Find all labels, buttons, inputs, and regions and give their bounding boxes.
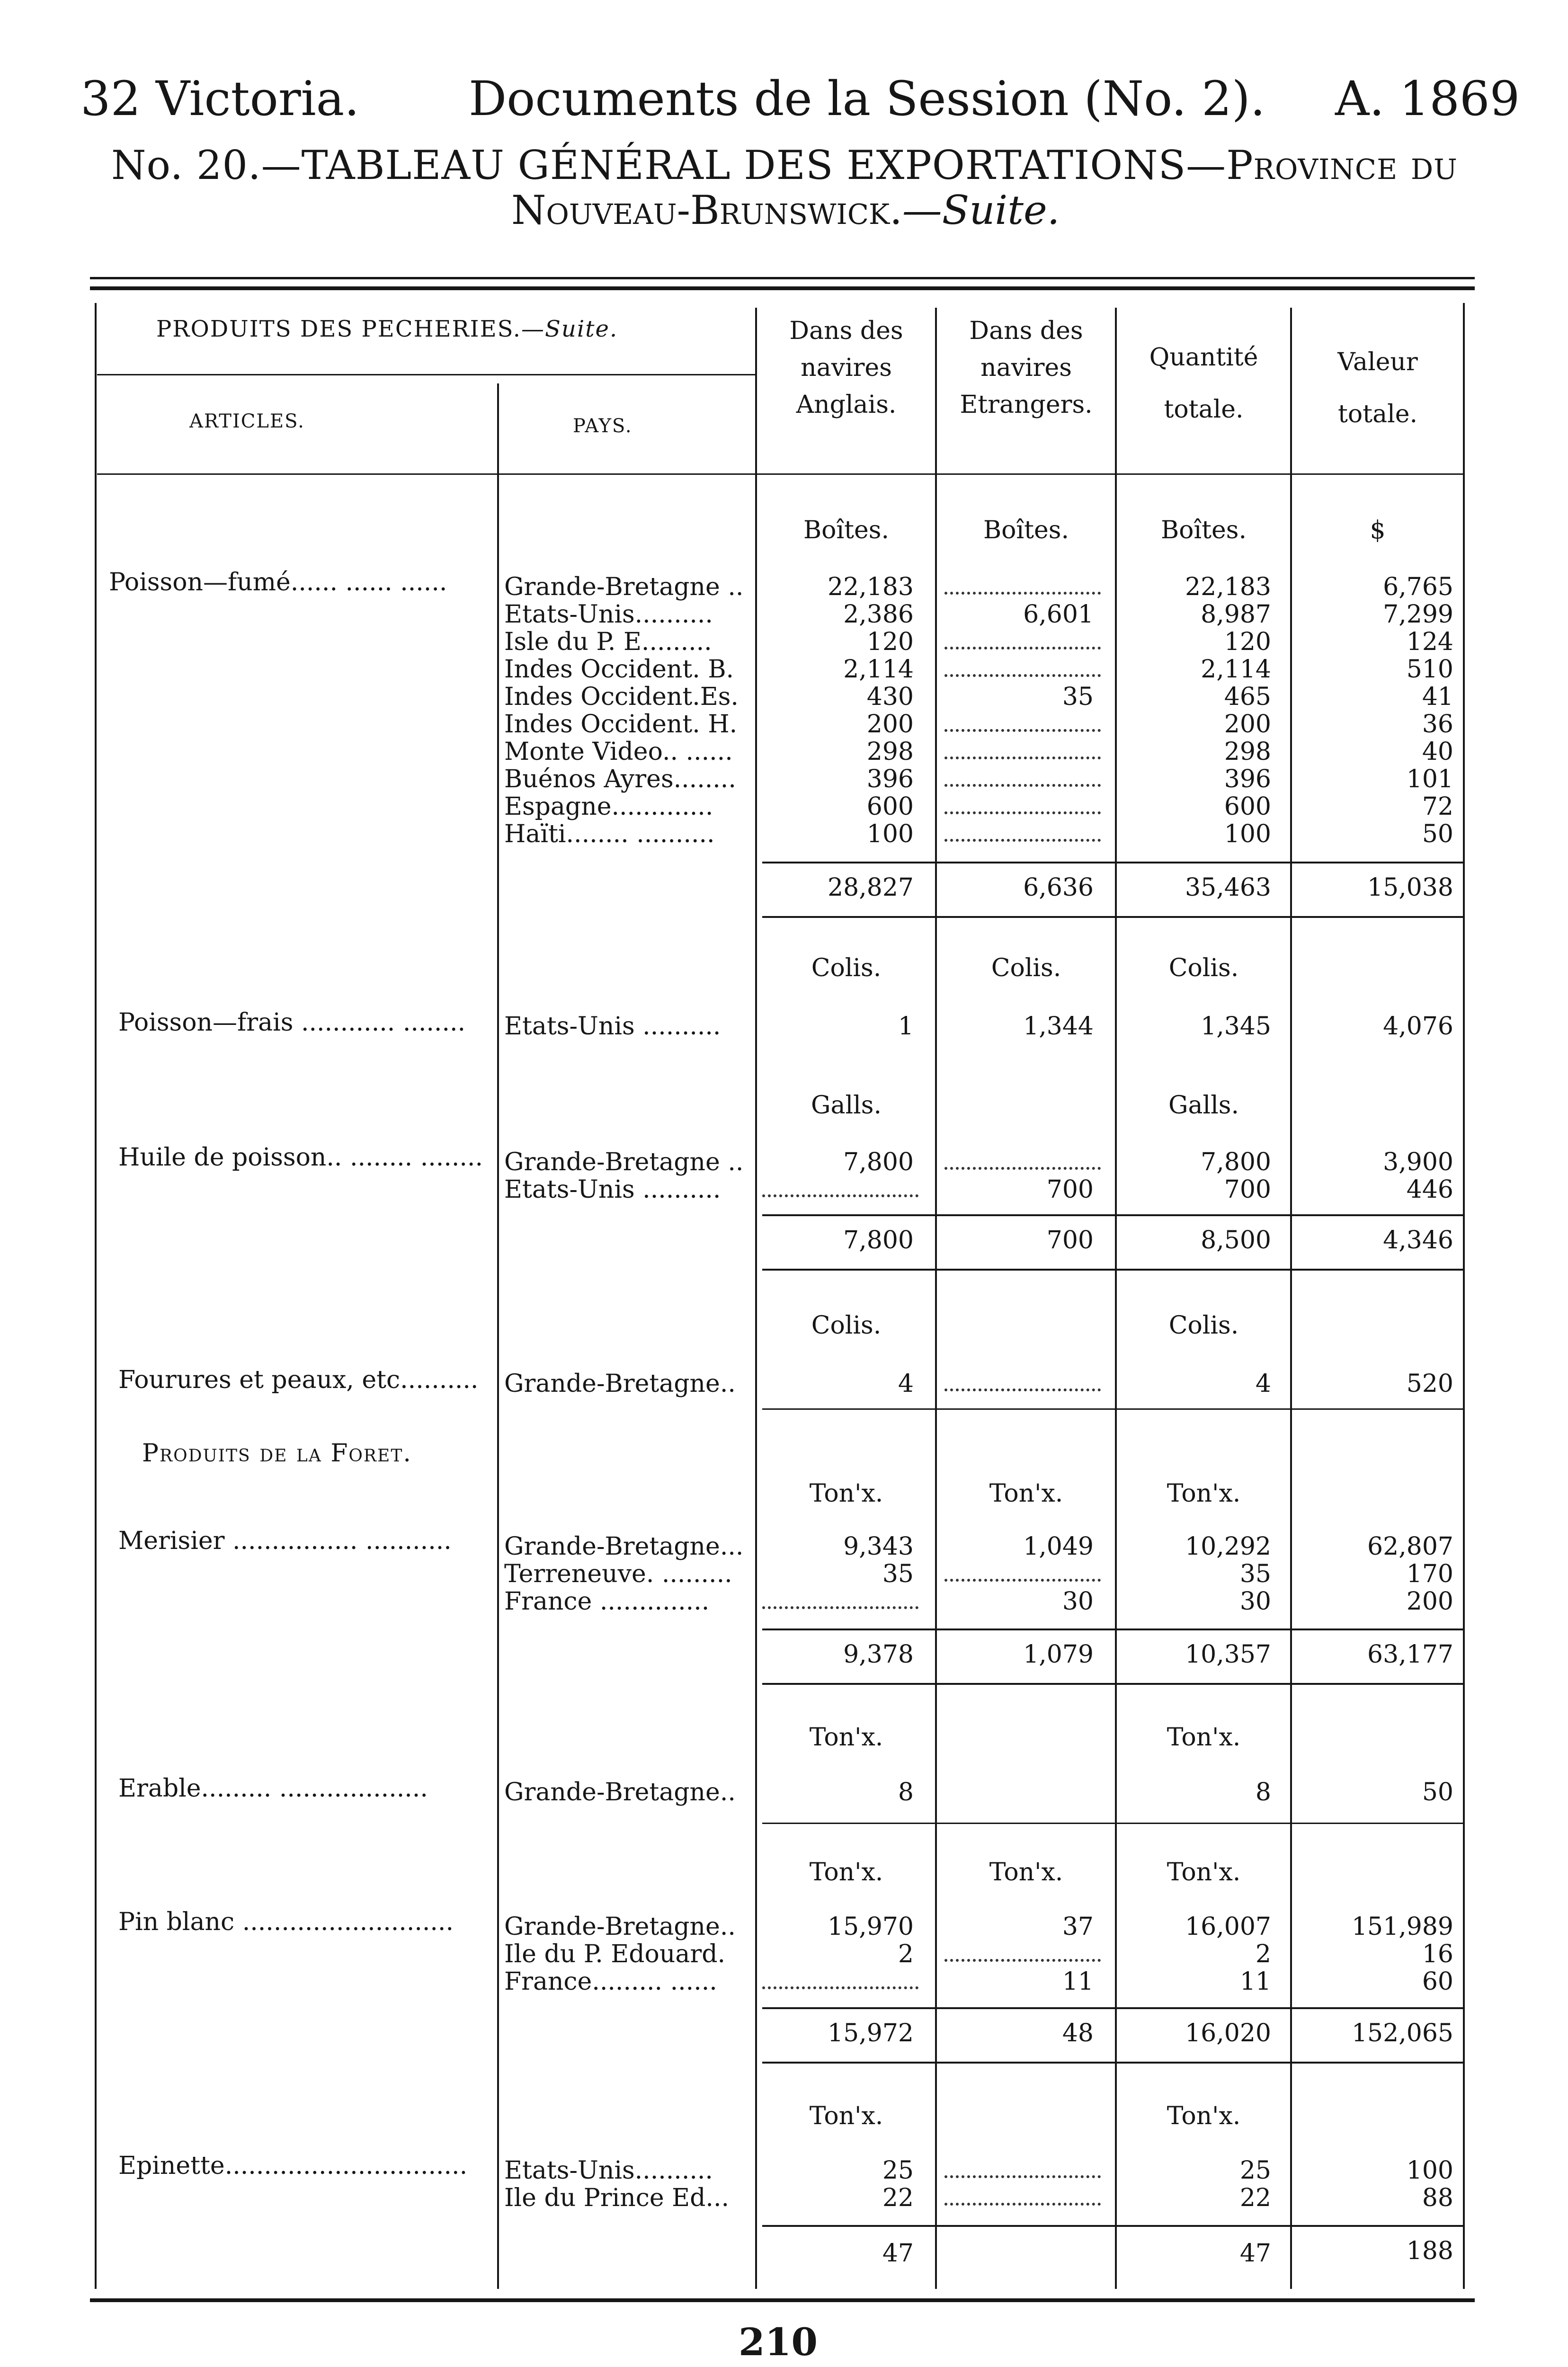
article-label: Merisier ................ ...........: [118, 1527, 452, 1555]
unit-label: Ton'x.: [809, 2102, 883, 2130]
column-divider-quantite: [1115, 308, 1117, 2289]
quantite-cell: 396: [1224, 765, 1271, 793]
unit-label: Colis.: [1168, 1311, 1239, 1340]
valeur-cell: 170: [1406, 1560, 1453, 1588]
valeur-cell: 62,807: [1367, 1532, 1453, 1561]
unit-label: Ton'x.: [809, 1858, 883, 1886]
quantite-cell: 16,007: [1185, 1913, 1271, 1941]
total-anglais: 28,827: [828, 873, 914, 902]
quantite-cell: 22: [1239, 2184, 1271, 2212]
unit-label: Boîtes.: [803, 516, 890, 544]
total-quantite: 8,500: [1201, 1226, 1271, 1255]
unit-label: Ton'x.: [989, 1479, 1063, 1508]
total-valeur: 4,346: [1383, 1226, 1453, 1255]
anglais-cell: 35: [882, 1560, 914, 1588]
total-valeur: 15,038: [1367, 873, 1453, 902]
anglais-cell: 22: [882, 2184, 914, 2212]
total-etrangers: 700: [1046, 1226, 1094, 1255]
dotted-leader: [944, 1167, 1101, 1170]
country-cell: Grande-Bretagne ..: [504, 1148, 744, 1176]
unit-label: Ton'x.: [1167, 2102, 1241, 2130]
etrangers-cell: 11: [1062, 1967, 1094, 1996]
table-border-left: [95, 303, 97, 2289]
total-rule: [762, 1683, 1463, 1685]
subtotal-rule: [762, 1628, 1463, 1630]
total-etrangers: 1,079: [1023, 1640, 1094, 1669]
unit-label: Colis.: [991, 954, 1061, 982]
table-title: [111, 142, 1458, 188]
anglais-cell: 9,343: [843, 1532, 914, 1561]
anglais-cell: 120: [866, 628, 914, 656]
country-cell: Grande-Bretagne..: [504, 1913, 736, 1941]
total-valeur: 188: [1406, 2237, 1453, 2265]
quantite-cell: 600: [1224, 792, 1271, 821]
dotted-leader: [944, 1388, 1101, 1391]
running-header-center: Documents de la Session (No. 2).: [469, 71, 1265, 126]
group-rule: [762, 1408, 1463, 1410]
unit-label: Colis.: [811, 954, 882, 982]
quantite-cell: 22,183: [1185, 573, 1271, 601]
country-cell: Terreneuve. .........: [504, 1560, 732, 1588]
dotted-leader: [944, 2203, 1101, 2206]
anglais-cell: 2,386: [843, 600, 914, 629]
quantite-cell: 25: [1239, 2156, 1271, 2185]
article-label: Erable......... ...................: [118, 1774, 428, 1803]
article-label: Pin blanc ...........................: [118, 1908, 454, 1936]
valeur-cell: 4,076: [1383, 1012, 1453, 1041]
valeur-cell: 41: [1422, 683, 1453, 711]
top-rule-thick: [90, 286, 1475, 290]
subtotal-rule: [762, 862, 1463, 863]
total-rule: [762, 916, 1463, 918]
column-header-anglais: Dans des navires Anglais.: [789, 317, 903, 419]
anglais-cell: 4: [898, 1370, 914, 1398]
column-divider-etrangers: [935, 308, 937, 2289]
country-cell: Indes Occident. B.: [504, 655, 734, 684]
anglais-cell: 430: [866, 683, 914, 711]
total-quantite: 16,020: [1185, 2019, 1271, 2047]
country-cell: Espagne.............: [504, 792, 713, 821]
anglais-cell: 1: [898, 1012, 914, 1041]
column-divider-anglais: [755, 308, 757, 2289]
total-etrangers: 6,636: [1023, 873, 1094, 902]
unit-label: Ton'x.: [1167, 1858, 1241, 1886]
dotted-leader: [944, 784, 1101, 787]
valeur-cell: 510: [1406, 655, 1453, 684]
table-title-region: Nouveau-Brunswick.: [511, 187, 902, 233]
etrangers-cell: 35: [1062, 683, 1094, 711]
country-cell: Ile du P. Edouard.: [504, 1940, 726, 1968]
country-cell: Haïti........ ..........: [504, 820, 715, 848]
country-cell: Etats-Unis ..........: [504, 1175, 721, 1204]
valeur-cell: 200: [1406, 1587, 1453, 1616]
anglais-cell: 100: [866, 820, 914, 848]
total-rule: [762, 2062, 1463, 2064]
dotted-leader: [944, 839, 1101, 842]
anglais-cell: 200: [866, 710, 914, 739]
anglais-cell: 396: [866, 765, 914, 793]
valeur-cell: 16: [1422, 1940, 1453, 1968]
country-cell: Etats-Unis ..........: [504, 1012, 721, 1041]
anglais-cell: 8: [898, 1778, 914, 1806]
quantite-cell: 120: [1224, 628, 1271, 656]
valeur-cell: 50: [1422, 1778, 1453, 1806]
total-anglais: 47: [882, 2239, 914, 2268]
valeur-cell: 40: [1422, 738, 1453, 766]
country-cell: Etats-Unis..........: [504, 2156, 713, 2185]
anglais-cell: 22,183: [828, 573, 914, 601]
unit-label: Ton'x.: [809, 1723, 883, 1752]
quantite-cell: 35: [1239, 1560, 1271, 1588]
table-title-main: —TABLEAU GÉNÉRAL DES EXPORTATIONS—: [261, 142, 1227, 188]
valeur-cell: 7,299: [1383, 600, 1453, 629]
anglais-cell: 2: [898, 1940, 914, 1968]
unit-label: Ton'x.: [1167, 1723, 1241, 1752]
dotted-leader: [944, 729, 1101, 732]
quantite-cell: 30: [1239, 1587, 1271, 1616]
quantite-cell: 10,292: [1185, 1532, 1271, 1561]
dotted-leader: [762, 1606, 918, 1609]
total-etrangers: 48: [1062, 2019, 1094, 2047]
valeur-cell: 520: [1406, 1370, 1453, 1398]
table-number: No. 20.: [111, 142, 261, 188]
country-cell: Isle du P. E.........: [504, 628, 712, 656]
total-anglais: 7,800: [843, 1226, 914, 1255]
country-cell: Indes Occident.Es.: [504, 683, 739, 711]
country-cell: France ..............: [504, 1587, 710, 1616]
total-quantite: 47: [1239, 2239, 1271, 2268]
etrangers-cell: 6,601: [1023, 600, 1094, 629]
unit-label: Ton'x.: [809, 1479, 883, 1508]
dotted-leader: [762, 1986, 918, 1989]
unit-label: Colis.: [811, 1311, 882, 1340]
country-cell: Monte Video.. ......: [504, 738, 733, 766]
dotted-leader: [944, 592, 1101, 595]
quantite-cell: 8: [1255, 1778, 1271, 1806]
column-header-pays: PAYS.: [573, 415, 633, 437]
valeur-cell: 446: [1406, 1175, 1453, 1204]
quantite-cell: 1,345: [1201, 1012, 1271, 1041]
country-cell: Indes Occident. H.: [504, 710, 738, 739]
subtotal-rule: [762, 1214, 1463, 1216]
article-label: Fourures et peaux, etc..........: [118, 1366, 479, 1394]
valeur-cell: 36: [1422, 710, 1453, 739]
header-bottom-rule: [97, 473, 1463, 475]
article-label: Epinette...............................: [118, 2152, 468, 2180]
header-divider: [97, 374, 755, 375]
unit-label: Galls.: [1168, 1091, 1239, 1120]
anglais-cell: 7,800: [843, 1148, 914, 1176]
unit-label: Boîtes.: [983, 516, 1069, 544]
running-header-right: A. 1869: [1335, 71, 1520, 126]
anglais-cell: 25: [882, 2156, 914, 2185]
anglais-cell: 298: [866, 738, 914, 766]
unit-label: Ton'x.: [1167, 1479, 1241, 1508]
quantite-cell: 4: [1255, 1370, 1271, 1398]
unit-label: $: [1370, 516, 1386, 544]
country-cell: Buénos Ayres........: [504, 765, 736, 793]
quantite-cell: 2: [1255, 1940, 1271, 1968]
subtotal-rule: [762, 2007, 1463, 2009]
anglais-cell: 600: [866, 792, 914, 821]
dotted-leader: [762, 1194, 918, 1197]
valeur-cell: 72: [1422, 792, 1453, 821]
group-rule: [762, 1823, 1463, 1824]
quantite-cell: 700: [1224, 1175, 1271, 1204]
country-cell: Grande-Bretagne...: [504, 1532, 744, 1561]
page-number: 210: [739, 2320, 818, 2364]
dotted-leader: [944, 811, 1101, 814]
country-cell: Grande-Bretagne ..: [504, 573, 744, 601]
total-quantite: 10,357: [1185, 1640, 1271, 1669]
country-cell: France......... ......: [504, 1967, 717, 1996]
column-divider-pays: [497, 383, 499, 2289]
anglais-cell: 2,114: [843, 655, 914, 684]
article-label: Huile de poisson.. ........ ........: [118, 1143, 483, 1172]
valeur-cell: 100: [1406, 2156, 1453, 2185]
quantite-cell: 200: [1224, 710, 1271, 739]
column-header-etrangers: Dans des navires Etrangers.: [960, 317, 1093, 419]
table-title-suite: —Suite.: [902, 187, 1060, 233]
etrangers-cell: 1,049: [1023, 1532, 1094, 1561]
valeur-cell: 101: [1406, 765, 1453, 793]
quantite-cell: 298: [1224, 738, 1271, 766]
running-header-left: 32 Victoria.: [80, 71, 360, 126]
top-rule-thin: [90, 277, 1475, 279]
quantite-cell: 2,114: [1201, 655, 1271, 684]
table-title-province: Province du: [1226, 142, 1458, 188]
bottom-rule: [90, 2298, 1475, 2302]
total-valeur: 63,177: [1367, 1640, 1453, 1669]
etrangers-cell: 37: [1062, 1913, 1094, 1941]
total-rule: [762, 1269, 1463, 1271]
subtotal-rule: [762, 2225, 1463, 2227]
quantite-cell: 7,800: [1201, 1148, 1271, 1176]
valeur-cell: 6,765: [1383, 573, 1453, 601]
valeur-cell: 60: [1422, 1967, 1453, 1996]
unit-label: Galls.: [811, 1091, 882, 1120]
total-anglais: 15,972: [828, 2019, 914, 2047]
article-label: Poisson—frais ............ ........: [118, 1008, 466, 1037]
dotted-leader: [944, 674, 1101, 677]
valeur-cell: 151,989: [1351, 1913, 1453, 1941]
unit-label: Ton'x.: [989, 1858, 1063, 1886]
unit-label: Boîtes.: [1160, 516, 1247, 544]
etrangers-cell: 700: [1046, 1175, 1094, 1204]
dotted-leader: [944, 2175, 1101, 2178]
column-header-valeur: Valeur totale.: [1337, 348, 1418, 428]
quantite-cell: 11: [1239, 1967, 1271, 1996]
valeur-cell: 124: [1406, 628, 1453, 656]
article-label: Poisson—fumé...... ...... ......: [109, 568, 447, 596]
quantite-cell: 465: [1224, 683, 1271, 711]
etrangers-cell: 1,344: [1023, 1012, 1094, 1041]
column-header-articles: ARTICLES.: [189, 410, 305, 432]
country-cell: Etats-Unis..........: [504, 600, 713, 629]
country-cell: Ile du Prince Ed...: [504, 2184, 730, 2212]
table-border-right: [1463, 303, 1465, 2289]
total-anglais: 9,378: [843, 1640, 914, 1669]
dotted-leader: [944, 756, 1101, 759]
total-valeur: 152,065: [1351, 2019, 1453, 2047]
section-heading-foret: Produits de la Foret.: [142, 1439, 412, 1468]
anglais-cell: 15,970: [828, 1913, 914, 1941]
total-quantite: 35,463: [1185, 873, 1271, 902]
quantite-cell: 8,987: [1201, 600, 1271, 629]
quantite-cell: 100: [1224, 820, 1271, 848]
dotted-leader: [944, 647, 1101, 650]
section-heading-pecheries: PRODUITS DES PECHERIES.—Suite.: [156, 316, 618, 342]
valeur-cell: 88: [1422, 2184, 1453, 2212]
country-cell: Grande-Bretagne..: [504, 1778, 736, 1806]
valeur-cell: 50: [1422, 820, 1453, 848]
etrangers-cell: 30: [1062, 1587, 1094, 1616]
dotted-leader: [944, 1579, 1101, 1582]
column-divider-valeur: [1290, 308, 1292, 2289]
unit-label: Colis.: [1168, 954, 1239, 982]
table-title-line2: [511, 187, 1060, 233]
column-header-quantite: Quantité totale.: [1149, 343, 1258, 424]
valeur-cell: 3,900: [1383, 1148, 1453, 1176]
dotted-leader: [944, 1959, 1101, 1962]
country-cell: Grande-Bretagne..: [504, 1370, 736, 1398]
